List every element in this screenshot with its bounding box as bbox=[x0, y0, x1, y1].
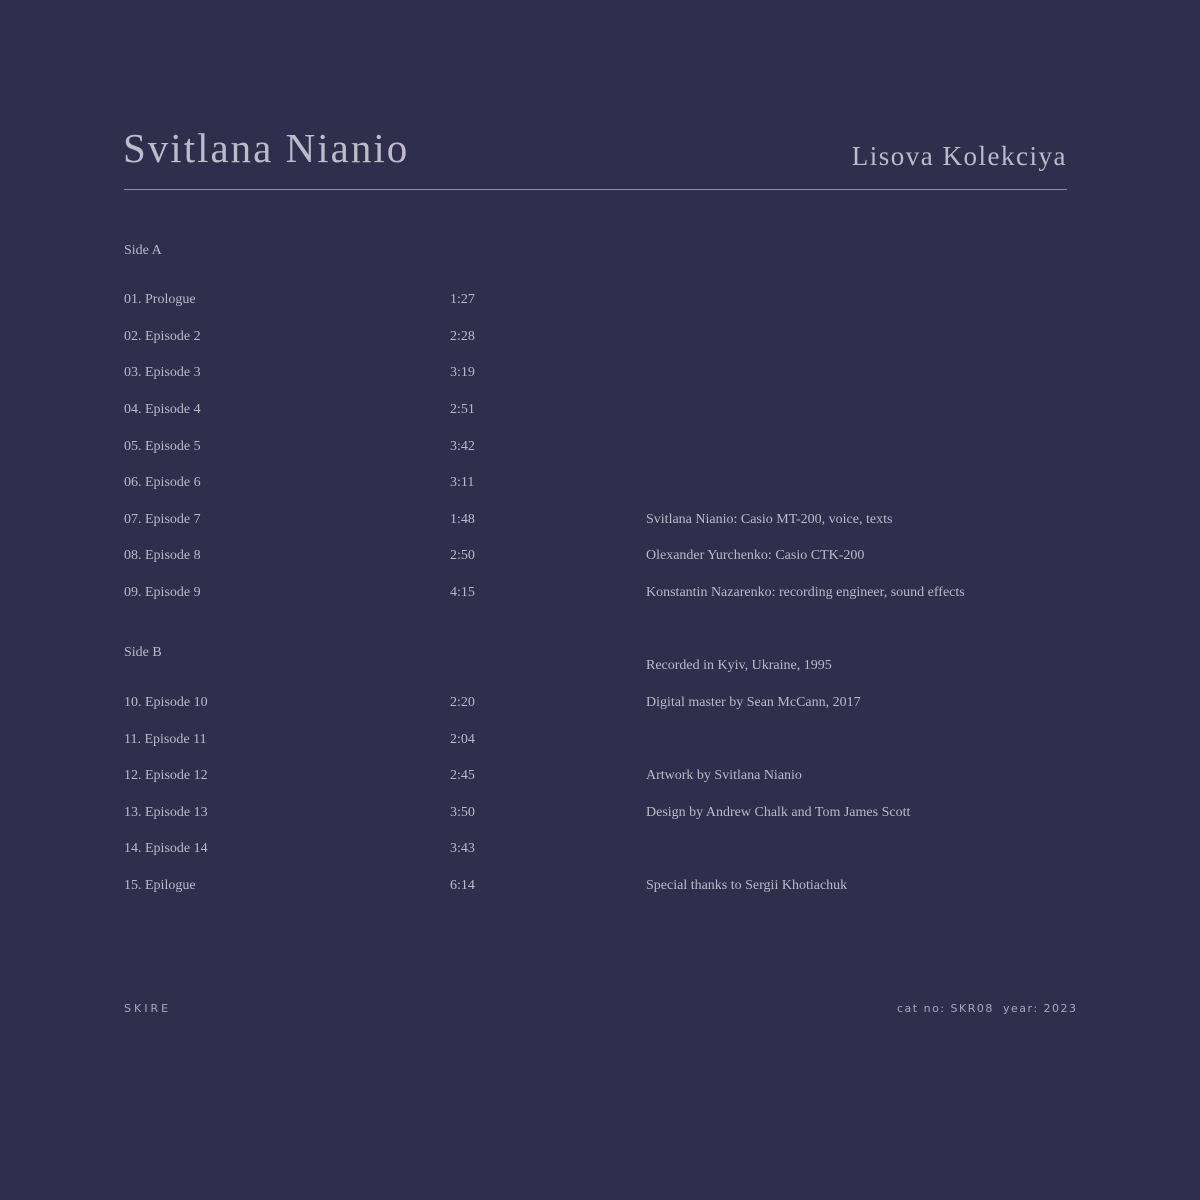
track-duration: 6:14 bbox=[450, 878, 475, 893]
track-title: 14. Episode 14 bbox=[124, 841, 208, 856]
track-duration: 3:19 bbox=[450, 365, 475, 380]
track-row bbox=[124, 878, 484, 894]
track-duration: 2:28 bbox=[450, 329, 475, 344]
track-row bbox=[124, 402, 484, 418]
credit-line: Design by Andrew Chalk and Tom James Scott bbox=[646, 805, 911, 820]
credit-line: Artwork by Svitlana Nianio bbox=[646, 768, 802, 783]
track-duration: 1:48 bbox=[450, 512, 475, 527]
track-row bbox=[124, 475, 484, 491]
album-title: Lisova Kolekciya bbox=[851, 141, 1067, 171]
track-row bbox=[124, 292, 484, 308]
track-title: 15. Epilogue bbox=[124, 878, 196, 893]
track-duration: 2:50 bbox=[450, 548, 475, 563]
track-title: 06. Episode 6 bbox=[124, 475, 201, 490]
credit-line: Digital master by Sean McCann, 2017 bbox=[646, 695, 861, 710]
track-duration: 2:45 bbox=[450, 768, 475, 783]
track-row bbox=[124, 841, 484, 857]
track-row bbox=[124, 768, 484, 784]
track-row bbox=[124, 365, 484, 381]
track-title: 05. Episode 5 bbox=[124, 439, 201, 454]
track-row bbox=[124, 329, 484, 345]
track-row bbox=[124, 732, 484, 748]
track-duration: 3:11 bbox=[450, 475, 475, 490]
record-label: SKIRE bbox=[124, 1002, 172, 1015]
track-row bbox=[124, 439, 484, 455]
credit-line: Konstantin Nazarenko: recording engineer, sound effects bbox=[646, 585, 965, 600]
track-title: 08. Episode 8 bbox=[124, 548, 201, 563]
track-title: 11. Episode 11 bbox=[124, 732, 207, 747]
artist-name: Svitlana Nianio bbox=[123, 125, 410, 171]
track-row bbox=[124, 512, 484, 528]
track-duration: 4:15 bbox=[450, 585, 475, 600]
track-duration: 2:51 bbox=[450, 402, 475, 417]
track-duration: 3:42 bbox=[450, 439, 475, 454]
credit-line: Olexander Yurchenko: Casio CTK-200 bbox=[646, 548, 865, 563]
track-title: 03. Episode 3 bbox=[124, 365, 201, 380]
side-a-label: Side A bbox=[124, 243, 162, 258]
header-divider bbox=[124, 189, 1067, 190]
credit-line: Svitlana Nianio: Casio MT-200, voice, texts bbox=[646, 512, 893, 527]
track-duration: 2:20 bbox=[450, 695, 475, 710]
track-duration: 2:04 bbox=[450, 732, 475, 747]
track-title: 02. Episode 2 bbox=[124, 329, 201, 344]
catalog-number: cat no: SKR08 bbox=[897, 1002, 994, 1015]
track-duration: 3:50 bbox=[450, 805, 475, 820]
track-title: 12. Episode 12 bbox=[124, 768, 208, 783]
track-title: 13. Episode 13 bbox=[124, 805, 208, 820]
track-title: 09. Episode 9 bbox=[124, 585, 201, 600]
track-row bbox=[124, 805, 484, 821]
track-title: 10. Episode 10 bbox=[124, 695, 208, 710]
credit-line: Special thanks to Sergii Khotiachuk bbox=[646, 878, 848, 893]
track-row bbox=[124, 585, 484, 601]
track-title: 01. Prologue bbox=[124, 292, 196, 307]
release-year: year: 2023 bbox=[1003, 1002, 1078, 1015]
track-title: 07. Episode 7 bbox=[124, 512, 201, 527]
track-duration: 3:43 bbox=[450, 841, 475, 856]
track-row bbox=[124, 695, 484, 711]
credit-line: Recorded in Kyiv, Ukraine, 1995 bbox=[646, 658, 832, 673]
track-duration: 1:27 bbox=[450, 292, 475, 307]
track-title: 04. Episode 4 bbox=[124, 402, 201, 417]
side-b-label: Side B bbox=[124, 645, 162, 660]
track-row bbox=[124, 548, 484, 564]
